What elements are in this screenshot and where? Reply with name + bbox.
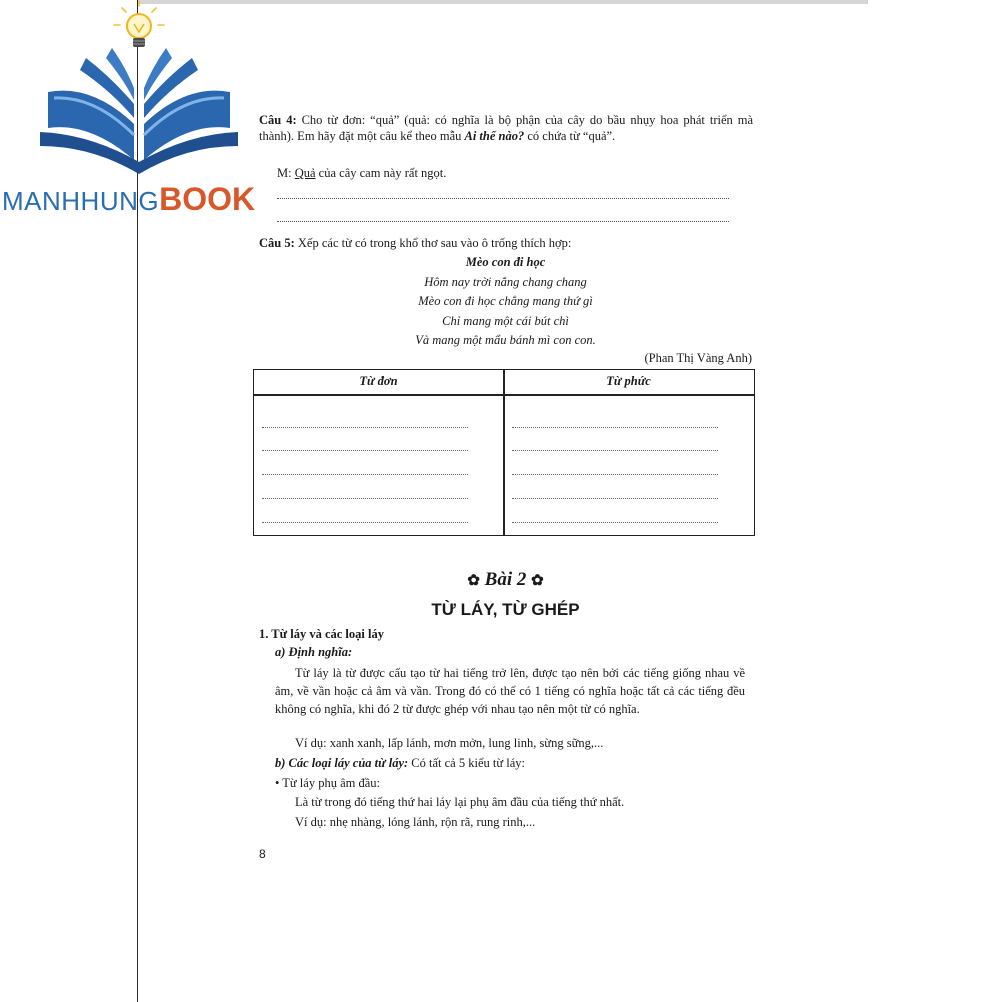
lesson-label xyxy=(253,569,758,591)
question-5-label: Câu 5: xyxy=(259,236,295,250)
poem-line: Và mang một mẩu bánh mì con con. xyxy=(415,333,596,347)
table-answer-line xyxy=(262,522,468,523)
table-answer-line xyxy=(262,450,468,451)
table-header-tu-phuc: Từ phức xyxy=(606,374,651,388)
poem-title: Mèo con đi học xyxy=(465,255,546,269)
question-5-text: Xếp các từ có trong khổ thơ sau vào ô trống thích hợp: xyxy=(294,236,572,250)
question-4-pattern: Ai thế nào? xyxy=(464,129,525,143)
poem-line: Hôm nay trời nắng chang chang xyxy=(424,274,587,289)
question-5 xyxy=(259,236,571,251)
poem-line: Mèo con đi học chẳng mang thứ gì xyxy=(418,294,593,308)
lesson-number: Bài 2 xyxy=(484,569,527,590)
sub-heading-b xyxy=(275,756,525,771)
brand-name-part2: BOOK xyxy=(159,181,256,217)
table-column-divider xyxy=(503,370,505,535)
bullet-item: • Từ láy phụ âm đầu: xyxy=(275,776,380,790)
table-answer-line xyxy=(512,450,718,451)
lesson-title: TỪ LÁY, TỪ GHÉP xyxy=(431,600,580,619)
question-4-label: Câu 4: xyxy=(259,113,297,127)
example-prefix: M: xyxy=(277,166,295,180)
answer-line xyxy=(277,198,729,199)
table-answer-line xyxy=(512,522,718,523)
table-answer-line xyxy=(512,474,718,475)
question-4-text-end: có chứa từ “quả”. xyxy=(524,129,616,143)
poem-line: Chỉ mang một cái bút chì xyxy=(442,313,569,328)
sub-heading-a: a) Định nghĩa: xyxy=(275,645,353,659)
example-line: Ví dụ: nhẹ nhàng, lóng lánh, rộn rã, rung rinh,... xyxy=(295,815,536,829)
poem-author: (Phan Thị Vàng Anh) xyxy=(644,351,752,365)
question-4 xyxy=(259,112,753,144)
table-answer-line xyxy=(512,498,718,499)
brand-name-part1: MANHHUNG xyxy=(2,186,160,216)
question-4-text: Cho từ đơn: “quả” (quả: có nghĩa là bộ phận của cây do bầu nhụy hoa phát triển mà thành). Em hãy đặt một câu kể theo mẫu xyxy=(259,113,753,143)
flower-icon: ✿ xyxy=(531,573,544,589)
example-word: Quả xyxy=(294,166,316,180)
example-rest: của cây cam này rất ngọt. xyxy=(315,166,447,180)
table-answer-line xyxy=(262,427,468,428)
sub-heading-b-label: b) Các loại láy của từ láy: xyxy=(275,756,409,770)
question-4-example xyxy=(277,166,446,181)
page-number: 8 xyxy=(259,847,266,861)
answer-line xyxy=(277,221,729,222)
poem xyxy=(253,253,758,351)
word-sort-table xyxy=(253,369,755,536)
sub-heading-b-text: Có tất cả 5 kiểu từ láy: xyxy=(408,756,525,770)
section-heading: 1. Từ láy và các loại láy xyxy=(259,627,384,641)
flower-icon: ✿ xyxy=(467,573,480,589)
example-line: Ví dụ: xanh xanh, lấp lánh, mơn mởn, lung linh, sừng sững,... xyxy=(295,736,604,750)
table-answer-line xyxy=(262,498,468,499)
table-header-tu-don: Từ đơn xyxy=(359,374,398,388)
table-answer-line xyxy=(512,427,718,428)
brand-wordmark xyxy=(2,181,292,218)
definition-paragraph: Từ láy là từ được cấu tạo từ hai tiếng trở lên, được tạo nên bởi các tiếng giống nhau về âm, về vần hoặc cả âm và vần. Trong đó có thể có 1 tiếng có nghĩa hoặc tất cả các tiếng đều không có nghĩa, khi đó 2 từ được ghép với nhau tạo nên một từ có nghĩa. xyxy=(275,666,745,716)
table-answer-line xyxy=(262,474,468,475)
bullet-definition: Là từ trong đó tiếng thứ hai láy lại phụ âm đầu của tiếng thứ nhất. xyxy=(295,795,625,809)
